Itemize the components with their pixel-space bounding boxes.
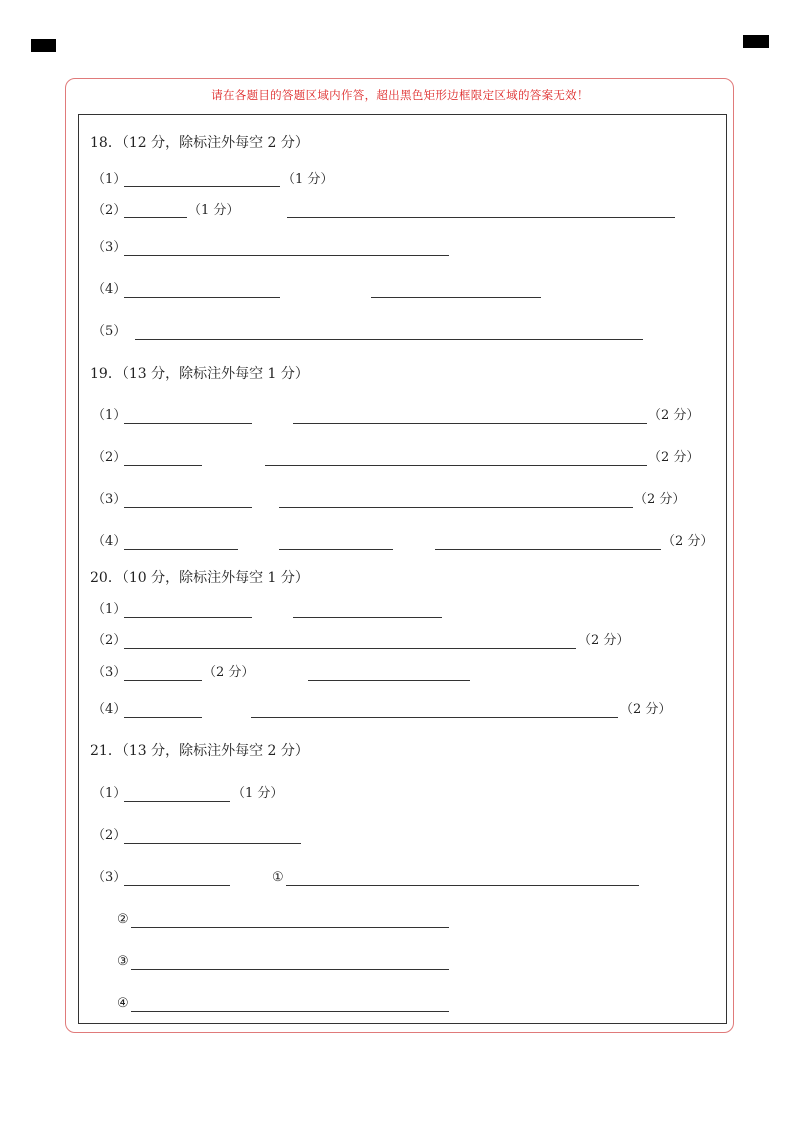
q19-part3-label: （3）	[92, 492, 127, 507]
q18-part4-blank-b[interactable]	[371, 297, 541, 298]
q21-part1-label: （1）	[92, 786, 127, 801]
q21-part3-circle-1: ①	[272, 870, 284, 885]
q20-part1-label: （1）	[92, 602, 127, 617]
registration-mark-right	[743, 35, 769, 48]
q20-part1-blank-a[interactable]	[124, 617, 252, 618]
q18-part2-blank-a[interactable]	[124, 217, 187, 218]
q21-part3-blank-4[interactable]	[131, 1011, 449, 1012]
q20-part2-points: （2 分）	[578, 633, 630, 648]
q18-part1-points: （1 分）	[282, 172, 334, 187]
q18-part4-label: （4）	[92, 282, 127, 297]
q20-part1-blank-b[interactable]	[293, 617, 442, 618]
invalid-area-notice: 请在各题目的答题区域内作答，超出黑色矩形边框限定区域的答案无效！	[211, 88, 589, 102]
q20-part4-blank-b[interactable]	[251, 717, 618, 718]
q20-part4-label: （4）	[92, 702, 127, 717]
q19-part1-points: （2 分）	[648, 408, 700, 423]
q19-part3-blank-a[interactable]	[124, 507, 252, 508]
q18-part2-points: （1 分）	[188, 203, 240, 218]
q20-title: 20．（10 分，除标注外每空 1 分）	[90, 570, 309, 586]
q21-part1-points: （1 分）	[232, 786, 284, 801]
q21-part2-label: （2）	[92, 828, 127, 843]
q19-part4-label: （4）	[92, 534, 127, 549]
q20-part2-label: （2）	[92, 633, 127, 648]
q18-part4-blank-a[interactable]	[124, 297, 280, 298]
q19-title: 19．（13 分，除标注外每空 1 分）	[90, 366, 309, 382]
q19-part4-blank-a[interactable]	[124, 549, 238, 550]
q19-part2-blank-b[interactable]	[265, 465, 647, 466]
q20-part3-blank-b[interactable]	[308, 680, 470, 681]
q19-part2-label: （2）	[92, 450, 127, 465]
q21-part3-circle-3: ③	[117, 954, 129, 969]
q21-part3-circle-2: ②	[117, 912, 129, 927]
q18-part5-blank[interactable]	[135, 339, 643, 340]
q19-part3-blank-b[interactable]	[279, 507, 633, 508]
q21-title: 21．（13 分，除标注外每空 2 分）	[90, 743, 309, 759]
answer-region-box	[78, 114, 727, 1024]
q21-part3-blank-1[interactable]	[286, 885, 639, 886]
q19-part1-label: （1）	[92, 408, 127, 423]
q20-part3-label: （3）	[92, 665, 127, 680]
q18-title: 18．（12 分，除标注外每空 2 分）	[90, 135, 309, 151]
q18-part3-label: （3）	[92, 240, 127, 255]
q18-part2-blank-b[interactable]	[287, 217, 675, 218]
q20-part4-points: （2 分）	[620, 702, 672, 717]
q18-part3-blank[interactable]	[124, 255, 449, 256]
q19-part1-blank-a[interactable]	[124, 423, 252, 424]
q19-part2-points: （2 分）	[648, 450, 700, 465]
q21-part3-blank-2[interactable]	[131, 927, 449, 928]
q20-part2-blank[interactable]	[124, 648, 576, 649]
q19-part1-blank-b[interactable]	[293, 423, 647, 424]
q21-part1-blank[interactable]	[124, 801, 230, 802]
q18-part2-label: （2）	[92, 203, 127, 218]
q19-part3-points: （2 分）	[634, 492, 686, 507]
q20-part3-blank-a[interactable]	[124, 680, 202, 681]
q21-part3-blank-3[interactable]	[131, 969, 449, 970]
q21-part3-blank-a[interactable]	[124, 885, 230, 886]
registration-mark-left	[31, 39, 56, 52]
q19-part4-blank-c[interactable]	[435, 549, 661, 550]
q19-part4-blank-b[interactable]	[279, 549, 393, 550]
q21-part3-label: （3）	[92, 870, 127, 885]
q18-part5-label: （5）	[92, 324, 127, 339]
q21-part3-circle-4: ④	[117, 996, 129, 1011]
q20-part3-points: （2 分）	[203, 665, 255, 680]
q20-part4-blank-a[interactable]	[124, 717, 202, 718]
q18-part1-blank[interactable]	[124, 186, 280, 187]
q21-part2-blank[interactable]	[124, 843, 301, 844]
q18-part1-label: （1）	[92, 172, 127, 187]
q19-part4-points: （2 分）	[662, 534, 714, 549]
q19-part2-blank-a[interactable]	[124, 465, 202, 466]
